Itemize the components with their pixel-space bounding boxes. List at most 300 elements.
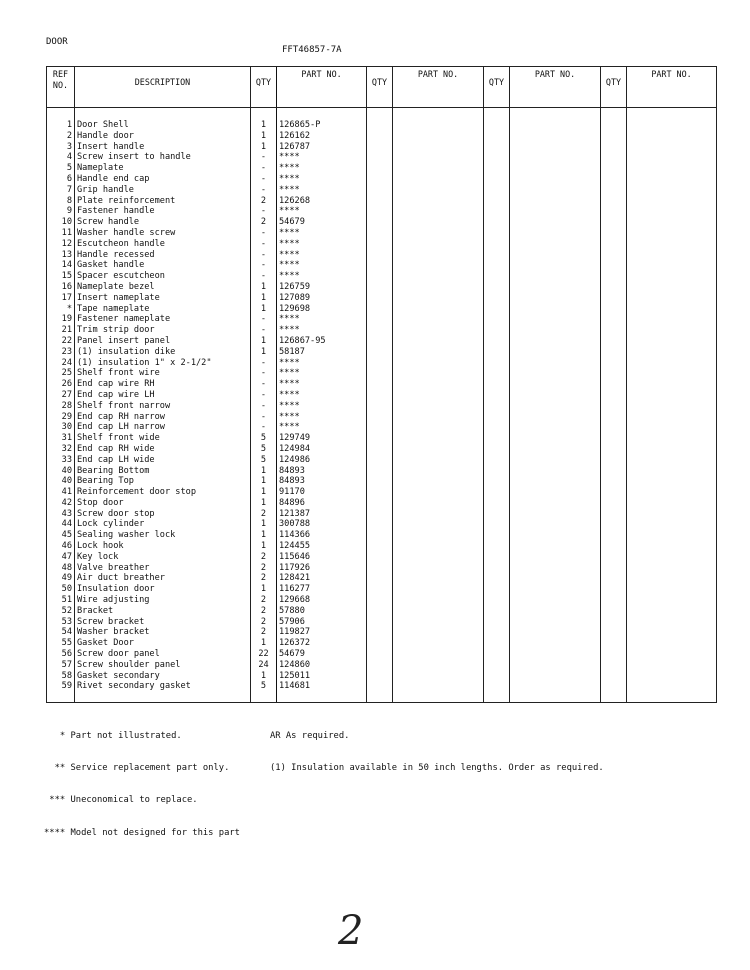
description-cell: Trim strip door	[75, 325, 251, 336]
description-cell: Lock hook	[75, 541, 251, 552]
qty-cell	[601, 617, 627, 628]
description-cell: Insulation door	[75, 584, 251, 595]
ref-cell: 11	[47, 228, 75, 239]
qty-cell	[484, 131, 510, 142]
part-number-cell	[393, 368, 484, 379]
part-number-cell	[510, 142, 601, 153]
table-row	[47, 239, 717, 250]
description-cell: Valve breather	[75, 563, 251, 574]
qty-cell	[484, 185, 510, 196]
ref-cell: 58	[47, 671, 75, 682]
ref-cell: *	[47, 304, 75, 315]
footnote: *** Uneconomical to replace.	[44, 795, 198, 806]
qty-cell	[367, 530, 393, 541]
qty-cell: -	[251, 250, 277, 261]
table-row	[47, 466, 717, 477]
qty-cell	[367, 487, 393, 498]
table-row	[47, 304, 717, 315]
table-row	[47, 152, 717, 163]
description-cell: Screw door stop	[75, 509, 251, 520]
part-number-cell: ****	[277, 206, 367, 217]
ref-cell: 7	[47, 185, 75, 196]
qty-cell: -	[251, 174, 277, 185]
ref-cell: 15	[47, 271, 75, 282]
qty-cell: 2	[251, 563, 277, 574]
qty-cell	[601, 250, 627, 261]
part-number-cell	[393, 379, 484, 390]
qty-cell: 2	[251, 196, 277, 207]
table-row	[47, 638, 717, 649]
part-number-cell: 114366	[277, 530, 367, 541]
description-cell: Sealing washer lock	[75, 530, 251, 541]
part-number-cell	[627, 466, 717, 477]
description-cell: End cap LH wide	[75, 455, 251, 466]
qty-cell	[601, 433, 627, 444]
table-row	[47, 617, 717, 628]
qty-cell	[601, 314, 627, 325]
description-cell: Rivet secondary gasket	[75, 681, 251, 692]
qty-cell	[367, 617, 393, 628]
qty-cell: -	[251, 271, 277, 282]
ref-cell: 55	[47, 638, 75, 649]
footnote: ** Service replacement part only.	[44, 762, 230, 773]
qty-cell	[367, 163, 393, 174]
part-number-cell: 54679	[277, 649, 367, 660]
col-header-qty: QTY	[367, 67, 393, 108]
qty-cell	[601, 606, 627, 617]
table-row	[47, 401, 717, 412]
table-row	[47, 584, 717, 595]
qty-cell	[484, 627, 510, 638]
part-number-cell	[510, 271, 601, 282]
model-number: FFT46857-7A	[282, 45, 342, 55]
table-row	[47, 660, 717, 671]
ref-cell: 13	[47, 250, 75, 261]
qty-cell	[484, 412, 510, 423]
part-number-cell	[627, 498, 717, 509]
part-number-cell	[627, 627, 717, 638]
qty-cell	[484, 606, 510, 617]
part-number-cell	[627, 595, 717, 606]
description-cell: Bearing Bottom	[75, 466, 251, 477]
part-number-cell	[627, 638, 717, 649]
qty-cell: 1	[251, 304, 277, 315]
qty-cell	[484, 476, 510, 487]
part-number-cell	[393, 541, 484, 552]
part-number-cell	[393, 196, 484, 207]
qty-cell	[484, 358, 510, 369]
description-cell: Grip handle	[75, 185, 251, 196]
part-number-cell	[510, 336, 601, 347]
table-row	[47, 455, 717, 466]
qty-cell	[367, 336, 393, 347]
ref-cell: 2	[47, 131, 75, 142]
qty-cell	[484, 487, 510, 498]
qty-cell	[367, 595, 393, 606]
part-number-cell	[627, 649, 717, 660]
qty-cell	[601, 336, 627, 347]
part-number-cell	[510, 466, 601, 477]
qty-cell: -	[251, 390, 277, 401]
description-cell: (1) insulation 1" x 2-1/2"	[75, 358, 251, 369]
qty-cell	[601, 347, 627, 358]
part-number-cell	[510, 390, 601, 401]
description-cell: Key lock	[75, 552, 251, 563]
part-number-cell: 115646	[277, 552, 367, 563]
qty-cell	[601, 519, 627, 530]
qty-cell	[601, 412, 627, 423]
part-number-cell	[510, 131, 601, 142]
part-number-cell	[510, 433, 601, 444]
qty-cell	[484, 444, 510, 455]
part-number-cell: 124455	[277, 541, 367, 552]
description-cell: Gasket secondary	[75, 671, 251, 682]
table-row	[47, 325, 717, 336]
description-cell: End cap wire LH	[75, 390, 251, 401]
part-number-cell	[627, 671, 717, 682]
part-number-cell: ****	[277, 271, 367, 282]
qty-cell	[601, 466, 627, 477]
part-number-cell	[393, 174, 484, 185]
table-row	[47, 120, 717, 131]
qty-cell	[367, 142, 393, 153]
part-number-cell	[627, 293, 717, 304]
part-number-cell	[510, 314, 601, 325]
part-number-cell	[510, 293, 601, 304]
description-cell: Bracket	[75, 606, 251, 617]
part-number-cell	[393, 595, 484, 606]
ref-cell: 25	[47, 368, 75, 379]
ref-cell: 56	[47, 649, 75, 660]
qty-cell	[367, 379, 393, 390]
part-number-cell	[393, 412, 484, 423]
qty-cell: 1	[251, 282, 277, 293]
part-number-cell: 84893	[277, 476, 367, 487]
parts-rows	[47, 108, 717, 703]
qty-cell	[367, 584, 393, 595]
qty-cell: -	[251, 401, 277, 412]
qty-cell: -	[251, 325, 277, 336]
part-number-cell: 124986	[277, 455, 367, 466]
description-cell: End cap LH narrow	[75, 422, 251, 433]
description-cell: End cap RH wide	[75, 444, 251, 455]
ref-cell: 48	[47, 563, 75, 574]
qty-cell	[367, 563, 393, 574]
qty-cell	[601, 228, 627, 239]
part-number-cell: 126372	[277, 638, 367, 649]
qty-cell: -	[251, 260, 277, 271]
col-header-qty: QTY	[251, 67, 277, 108]
qty-cell	[601, 530, 627, 541]
part-number-cell	[627, 174, 717, 185]
part-number-cell	[393, 433, 484, 444]
ref-cell: 50	[47, 584, 75, 595]
part-number-cell: ****	[277, 390, 367, 401]
qty-cell	[601, 368, 627, 379]
part-number-cell	[627, 368, 717, 379]
qty-cell	[484, 325, 510, 336]
part-number-cell	[393, 390, 484, 401]
col-header-qty: QTY	[484, 67, 510, 108]
ref-cell: 27	[47, 390, 75, 401]
qty-cell	[484, 250, 510, 261]
part-number-cell: 128421	[277, 573, 367, 584]
part-number-cell: 126759	[277, 282, 367, 293]
part-number-cell: 54679	[277, 217, 367, 228]
qty-cell	[601, 152, 627, 163]
table-row	[47, 271, 717, 282]
part-number-cell	[393, 336, 484, 347]
part-number-cell	[510, 498, 601, 509]
qty-cell	[484, 228, 510, 239]
part-number-cell: 91170	[277, 487, 367, 498]
part-number-cell	[627, 336, 717, 347]
description-cell: Shelf front wide	[75, 433, 251, 444]
footnotes-right	[270, 709, 604, 785]
part-number-cell	[393, 660, 484, 671]
qty-cell: 1	[251, 519, 277, 530]
qty-cell	[367, 282, 393, 293]
qty-cell	[484, 595, 510, 606]
description-cell: Fastener handle	[75, 206, 251, 217]
qty-cell: 1	[251, 466, 277, 477]
description-cell: Handle door	[75, 131, 251, 142]
part-number-cell	[393, 228, 484, 239]
part-number-cell	[393, 293, 484, 304]
part-number-cell	[627, 433, 717, 444]
part-number-cell	[510, 347, 601, 358]
qty-cell: -	[251, 206, 277, 217]
part-number-cell	[510, 519, 601, 530]
qty-cell: -	[251, 422, 277, 433]
qty-cell: -	[251, 228, 277, 239]
description-cell: Tape nameplate	[75, 304, 251, 315]
part-number-cell	[510, 617, 601, 628]
qty-cell	[367, 314, 393, 325]
qty-cell	[601, 271, 627, 282]
part-number-cell	[510, 196, 601, 207]
qty-cell	[367, 347, 393, 358]
qty-cell	[601, 174, 627, 185]
qty-cell	[601, 627, 627, 638]
description-cell: Insert handle	[75, 142, 251, 153]
qty-cell	[484, 347, 510, 358]
qty-cell: -	[251, 412, 277, 423]
part-number-cell	[627, 131, 717, 142]
part-number-cell	[393, 573, 484, 584]
footnote: **** Model not designed for this part	[44, 827, 240, 838]
description-cell: Bearing Top	[75, 476, 251, 487]
table-row	[47, 412, 717, 423]
qty-cell: 2	[251, 573, 277, 584]
qty-cell: 2	[251, 617, 277, 628]
qty-cell	[484, 401, 510, 412]
table-row	[47, 649, 717, 660]
part-number-cell	[393, 444, 484, 455]
qty-cell	[601, 660, 627, 671]
description-cell: Stop door	[75, 498, 251, 509]
description-cell: Screw shoulder panel	[75, 660, 251, 671]
part-number-cell	[627, 304, 717, 315]
ref-cell: 43	[47, 509, 75, 520]
ref-cell: 53	[47, 617, 75, 628]
part-number-cell	[627, 228, 717, 239]
part-number-cell	[510, 174, 601, 185]
part-number-cell	[393, 422, 484, 433]
qty-cell	[484, 563, 510, 574]
part-number-cell	[627, 206, 717, 217]
table-row	[47, 228, 717, 239]
qty-cell	[367, 368, 393, 379]
part-number-cell: ****	[277, 163, 367, 174]
qty-cell	[484, 617, 510, 628]
qty-cell	[367, 412, 393, 423]
part-number-cell	[510, 304, 601, 315]
part-number-cell	[510, 638, 601, 649]
part-number-cell: 129668	[277, 595, 367, 606]
part-number-cell: 116277	[277, 584, 367, 595]
part-number-cell	[393, 239, 484, 250]
qty-cell: -	[251, 368, 277, 379]
part-number-cell: ****	[277, 314, 367, 325]
qty-cell	[601, 120, 627, 131]
part-number-cell	[393, 142, 484, 153]
part-number-cell	[393, 606, 484, 617]
table-row	[47, 379, 717, 390]
qty-cell: 22	[251, 649, 277, 660]
part-number-cell	[627, 660, 717, 671]
part-number-cell	[510, 379, 601, 390]
qty-cell	[601, 142, 627, 153]
part-number-cell: ****	[277, 228, 367, 239]
footnote: (1) Insulation available in 50 inch lengths. Order as required.	[270, 762, 604, 773]
qty-cell	[601, 422, 627, 433]
qty-cell	[601, 206, 627, 217]
part-number-cell	[393, 487, 484, 498]
part-number-cell	[510, 282, 601, 293]
part-number-cell: 126162	[277, 131, 367, 142]
qty-cell	[601, 563, 627, 574]
parts-table	[46, 66, 717, 703]
part-number-cell: ****	[277, 325, 367, 336]
table-row	[47, 563, 717, 574]
qty-cell	[367, 401, 393, 412]
part-number-cell	[627, 412, 717, 423]
table-row	[47, 487, 717, 498]
qty-cell	[601, 401, 627, 412]
table-row	[47, 196, 717, 207]
part-number-cell: 117926	[277, 563, 367, 574]
part-number-cell: 126787	[277, 142, 367, 153]
part-number-cell: ****	[277, 379, 367, 390]
qty-cell	[601, 681, 627, 692]
part-number-cell	[393, 163, 484, 174]
table-row	[47, 217, 717, 228]
qty-cell	[367, 358, 393, 369]
page-number: 2	[338, 908, 364, 954]
qty-cell	[484, 217, 510, 228]
table-row	[47, 530, 717, 541]
part-number-cell	[627, 552, 717, 563]
ref-cell: 12	[47, 239, 75, 250]
part-number-cell	[510, 368, 601, 379]
qty-cell: -	[251, 152, 277, 163]
part-number-cell: ****	[277, 412, 367, 423]
description-cell: Nameplate bezel	[75, 282, 251, 293]
table-row	[47, 671, 717, 682]
qty-cell	[484, 455, 510, 466]
ref-cell: 32	[47, 444, 75, 455]
part-number-cell	[627, 444, 717, 455]
table-row	[47, 206, 717, 217]
table-row	[47, 368, 717, 379]
qty-cell	[484, 293, 510, 304]
qty-cell: 1	[251, 530, 277, 541]
qty-cell	[484, 282, 510, 293]
qty-cell	[484, 671, 510, 682]
table-row	[47, 390, 717, 401]
qty-cell	[367, 196, 393, 207]
qty-cell	[367, 498, 393, 509]
description-cell: Washer bracket	[75, 627, 251, 638]
qty-cell	[367, 627, 393, 638]
part-number-cell	[393, 282, 484, 293]
part-number-cell: 129749	[277, 433, 367, 444]
qty-cell	[484, 120, 510, 131]
part-number-cell	[393, 681, 484, 692]
qty-cell	[367, 131, 393, 142]
footnote: AR As required.	[270, 730, 350, 741]
part-number-cell	[393, 217, 484, 228]
table-row	[47, 293, 717, 304]
qty-cell	[601, 671, 627, 682]
table-row	[47, 185, 717, 196]
description-cell: Washer handle screw	[75, 228, 251, 239]
table-row	[47, 336, 717, 347]
part-number-cell	[393, 206, 484, 217]
table-row	[47, 282, 717, 293]
ref-cell: 23	[47, 347, 75, 358]
qty-cell	[367, 239, 393, 250]
qty-cell	[484, 271, 510, 282]
table-row	[47, 422, 717, 433]
qty-cell: 1	[251, 131, 277, 142]
part-number-cell	[393, 617, 484, 628]
part-number-cell: 57906	[277, 617, 367, 628]
part-number-cell	[627, 314, 717, 325]
qty-cell: -	[251, 358, 277, 369]
part-number-cell	[510, 671, 601, 682]
qty-cell	[484, 530, 510, 541]
part-number-cell: 124860	[277, 660, 367, 671]
part-number-cell: 127089	[277, 293, 367, 304]
qty-cell	[367, 174, 393, 185]
part-number-cell	[627, 196, 717, 207]
qty-cell	[484, 638, 510, 649]
part-number-cell	[393, 250, 484, 261]
part-number-cell	[393, 271, 484, 282]
col-header-ref: REF NO.	[47, 67, 75, 108]
part-number-cell	[627, 358, 717, 369]
table-header-row	[47, 67, 717, 108]
footnotes-left	[44, 709, 240, 849]
part-number-cell	[627, 390, 717, 401]
description-cell: Gasket Door	[75, 638, 251, 649]
part-number-cell	[627, 325, 717, 336]
part-number-cell: 57880	[277, 606, 367, 617]
qty-cell	[367, 476, 393, 487]
part-number-cell	[510, 228, 601, 239]
